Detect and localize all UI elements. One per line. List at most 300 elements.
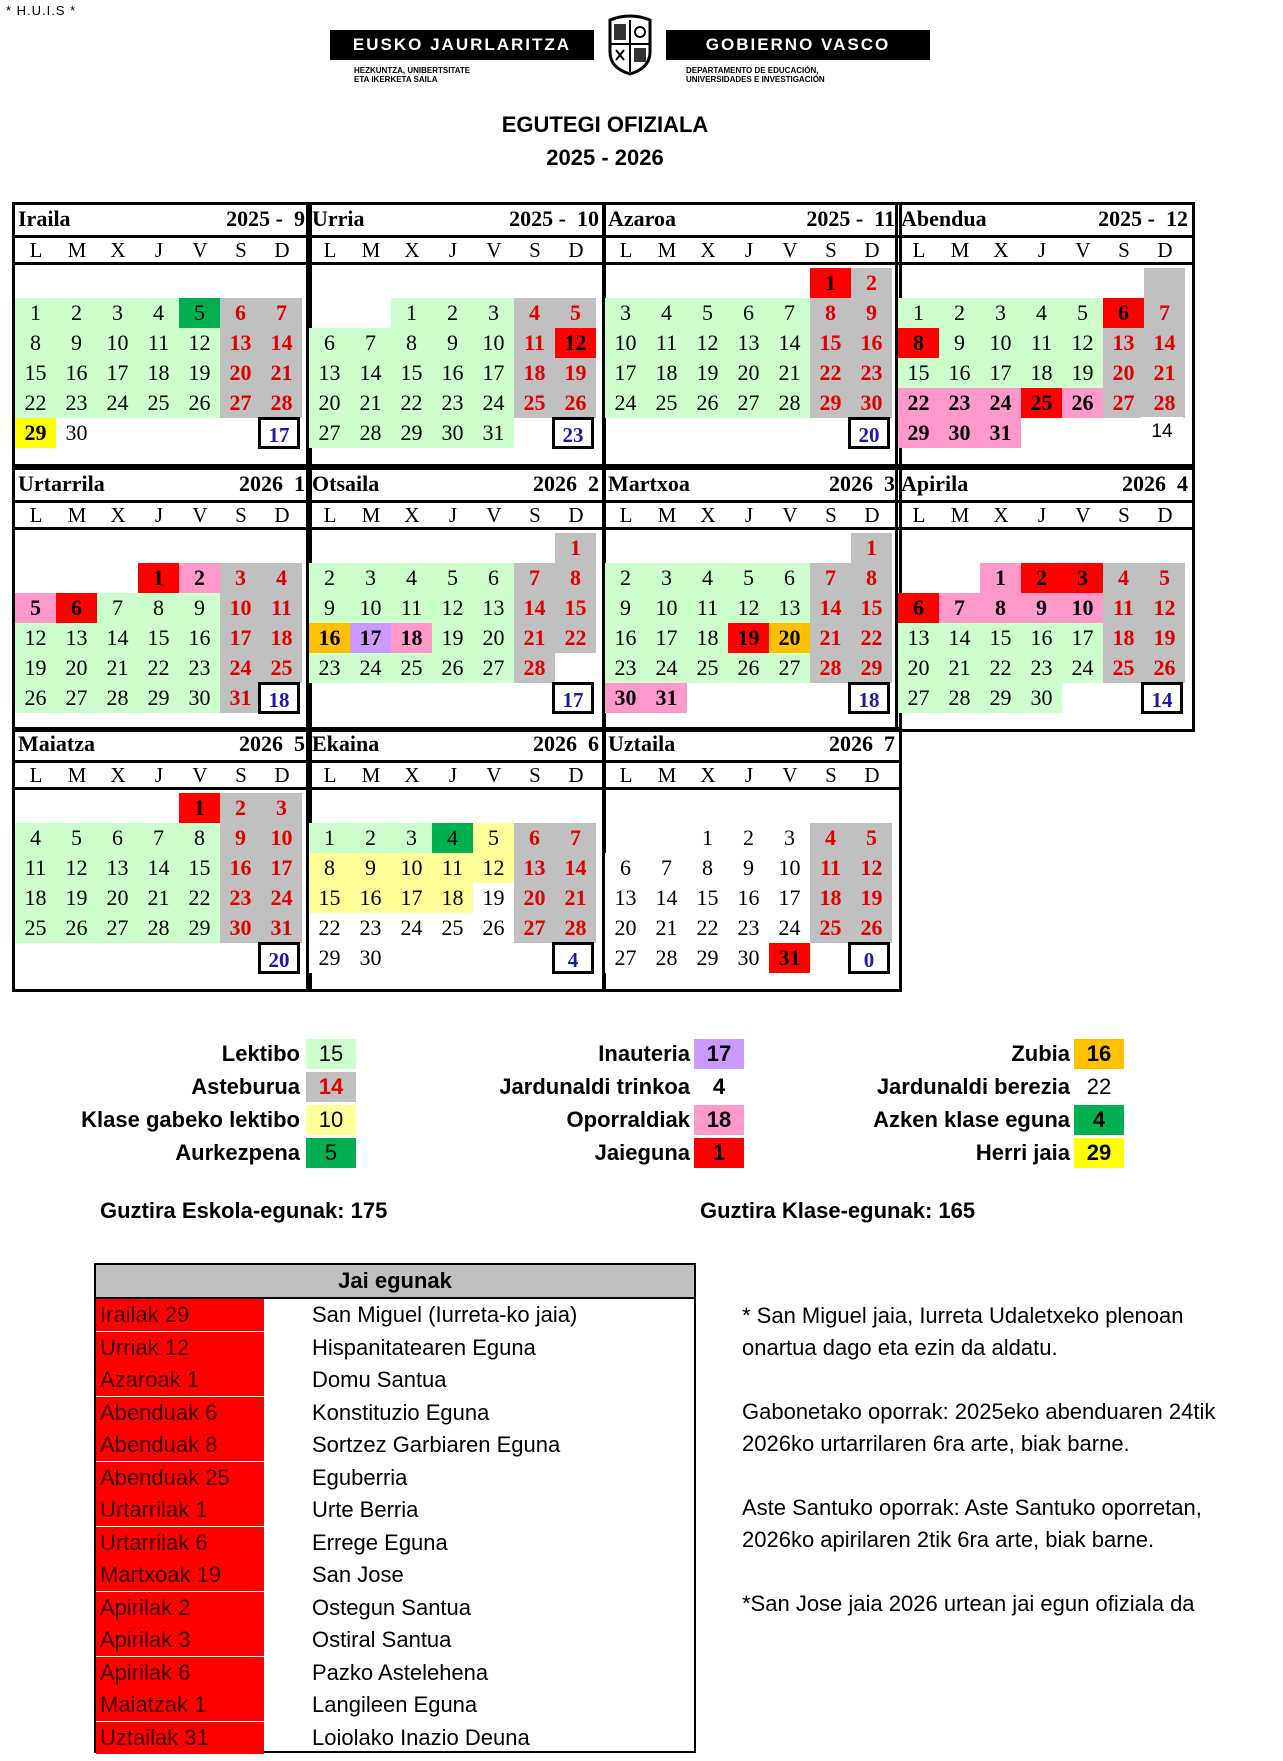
day-cell: 14 [138,853,179,883]
weekday-label: V [782,763,798,787]
month-days [895,265,1195,467]
day-cell: 8 [138,593,179,623]
day-cell: 2 [56,298,97,328]
day-cell: 27 [220,388,261,418]
day-cell: 9 [56,328,97,358]
notes [742,1300,1277,1652]
day-cell: 12 [432,593,473,623]
weekday-label: S [235,763,247,787]
day-cell: 26 [555,388,596,418]
day-cell: 31 [646,683,687,713]
day-cell: 4 [138,298,179,328]
page-title: EGUTEGI OFIZIALA [501,112,709,137]
day-cell: 4 [810,823,851,853]
weekday-header [602,760,902,790]
weekday-label: V [192,238,208,262]
day-cell: 10 [1062,593,1103,623]
weekday-label: J [1037,503,1047,527]
day-cell: 1 [555,533,596,563]
day-cell: 18 [1103,623,1144,653]
day-cell: 7 [1144,298,1185,328]
day-cell: 20 [473,623,514,653]
day-cell: 8 [179,823,220,853]
month-name: Otsaila [312,471,380,496]
day-cell: 7 [138,823,179,853]
day-cell: 11 [810,853,851,883]
day-cell: 3 [261,793,302,823]
weekday-label: M [657,238,677,262]
day-cell: 16 [220,853,261,883]
weekday-label: M [950,238,970,262]
day-cell: 11 [687,593,728,623]
holiday-name: San Jose [312,1562,404,1587]
month-azaroa [602,202,902,467]
weekday-label: V [1075,503,1091,527]
holiday-name: Domu Santua [312,1367,447,1392]
day-cell: 4 [261,563,302,593]
day-cell: 9 [350,853,391,883]
day-cell: 25 [432,913,473,943]
day-cell: 22 [179,883,220,913]
weekday-label: D [568,763,584,787]
day-cell: 26 [432,653,473,683]
weekday-label: S [529,503,541,527]
day-cell: 21 [1144,358,1185,388]
day-cell: 3 [646,563,687,593]
day-cell: 12 [555,328,596,358]
weekday-label: S [1118,503,1130,527]
month-header [306,202,606,235]
day-cell: 24 [391,913,432,943]
weekday-label: S [235,503,247,527]
day-cell: 25 [261,653,302,683]
day-cell: 24 [605,388,646,418]
note-san-jose-line: *San Jose jaia 2026 urtean jai egun ofiziala da [742,1591,1195,1616]
weekday-label: M [361,238,381,262]
day-cell: 28 [514,653,555,683]
day-cell: 13 [605,883,646,913]
day-cell: 3 [97,298,138,328]
weekday-label: X [993,503,1009,527]
weekday-label: M [657,503,677,527]
legend-value: 17 [694,1039,744,1069]
legend-label: Zubia [1011,1041,1070,1066]
day-cell: 28 [555,913,596,943]
legend-label: Azken klase eguna [873,1107,1070,1132]
day-cell: 21 [555,883,596,913]
day-cell: 8 [980,593,1021,623]
day-cell: 17 [391,883,432,913]
month-name: Maiatza [18,731,95,756]
day-cell: 16 [432,358,473,388]
day-cell: 6 [898,593,939,623]
weekday-label: M [67,763,87,787]
month-name: Urtarrila [18,471,105,496]
note-christmas-line1: Gabonetako oporrak: 2025eko abenduaren 24tik [742,1399,1216,1424]
month-header [12,467,312,500]
day-cell: 8 [687,853,728,883]
day-cell: 16 [179,623,220,653]
day-cell: 20 [97,883,138,913]
day-cell: 6 [514,823,555,853]
day-cell: 31 [473,418,514,448]
day-cell: 13 [309,358,350,388]
day-cell: 20 [1103,358,1144,388]
day-cell: 12 [179,328,220,358]
day-cell: 18 [391,623,432,653]
day-cell: 25 [1021,388,1062,418]
day-cell: 10 [980,328,1021,358]
day-cell: 25 [15,913,56,943]
weekday-label: D [274,503,290,527]
day-cell: 21 [514,623,555,653]
day-cell: 19 [179,358,220,388]
day-cell: 4 [1021,298,1062,328]
month-header [306,727,606,760]
day-cell: 20 [769,623,810,653]
day-cell: 25 [810,913,851,943]
day-cell: 18 [432,883,473,913]
month-header [602,202,902,235]
day-cell: 30 [350,943,391,973]
day-cell: 5 [15,593,56,623]
month-year: 2025 - 9 [226,206,305,231]
month-header [12,727,312,760]
day-cell: 1 [309,823,350,853]
day-cell: 30 [605,683,646,713]
day-cell: 17 [350,623,391,653]
weekday-label: V [1075,238,1091,262]
day-cell: 17 [1062,623,1103,653]
day-cell: 8 [15,328,56,358]
month-martxoa [602,467,902,732]
weekday-label: S [1118,238,1130,262]
day-cell: 12 [851,853,892,883]
day-cell: 14 [555,853,596,883]
day-cell: 24 [980,388,1021,418]
note-easter-line2: 2026ko apirilaren 2tik 6ra arte, biak barne. [742,1527,1155,1552]
holiday-name: Ostiral Santua [312,1627,452,1652]
month-day-count: 4 [552,942,594,974]
weekday-label: L [323,763,337,787]
day-cell: 28 [810,653,851,683]
day-cell: 14 [97,623,138,653]
note-christmas-line2: 2026ko urtarrilaren 6ra arte, biak barne. [742,1431,1130,1456]
weekday-label: M [657,763,677,787]
day-cell: 5 [473,823,514,853]
day-cell: 10 [97,328,138,358]
legend-value: 5 [306,1138,356,1168]
day-cell: 22 [851,623,892,653]
weekday-label: M [67,503,87,527]
day-cell: 2 [1021,563,1062,593]
legend-value: 15 [306,1039,356,1069]
day-cell: 8 [810,298,851,328]
day-cell: 23 [432,388,473,418]
day-cell: 20 [309,388,350,418]
day-cell: 30 [939,418,980,448]
day-cell: 28 [261,388,302,418]
legend-value: 16 [1074,1039,1124,1069]
legend-label: Lektibo [221,1041,300,1066]
day-cell: 7 [555,823,596,853]
day-cell: 12 [1062,328,1103,358]
month-bottom-border [12,989,312,992]
day-cell: 7 [939,593,980,623]
weekday-label: M [361,763,381,787]
day-cell: 22 [138,653,179,683]
day-cell: 10 [220,593,261,623]
huis-label: * H.U.I.S * [6,3,77,18]
day-cell: 17 [473,358,514,388]
weekday-label: X [110,763,126,787]
day-cell: 7 [350,328,391,358]
month-days [306,530,606,732]
month-name: Ekaina [312,731,380,756]
weekday-label: M [950,503,970,527]
day-cell: 24 [646,653,687,683]
weekday-label: L [619,503,633,527]
holiday-row [96,1689,694,1721]
day-cell: 14 [646,883,687,913]
weekday-label: L [323,503,337,527]
day-cell: 8 [309,853,350,883]
day-cell: 4 [1103,563,1144,593]
day-cell: 11 [1103,593,1144,623]
weekday-label: D [864,763,880,787]
weekday-label: V [782,503,798,527]
day-cell: 21 [810,623,851,653]
day-cell: 23 [350,913,391,943]
day-cell: 2 [309,563,350,593]
day-cell: 6 [1103,298,1144,328]
holiday-date: Apirilak 6 [96,1657,264,1689]
day-cell: 20 [728,358,769,388]
day-cell: 17 [980,358,1021,388]
holiday-row [96,1494,694,1526]
note-easter-line1: Aste Santuko oporrak: Aste Santuko oporretan, [742,1495,1202,1520]
weekday-label: X [700,503,716,527]
month-year: 2025 - 12 [1098,206,1188,231]
day-cell: 30 [1021,683,1062,713]
day-cell: 23 [851,358,892,388]
note-san-miguel-line2: onartua dago eta ezin da aldatu. [742,1335,1058,1360]
day-cell: 10 [350,593,391,623]
legend-label: Jaieguna [594,1140,690,1165]
day-cell: 10 [473,328,514,358]
holiday-date: Abenduak 6 [96,1397,264,1429]
day-cell: 13 [473,593,514,623]
day-cell: 6 [309,328,350,358]
day-cell: 1 [810,268,851,298]
month-apirila [895,467,1195,732]
day-cell: 9 [309,593,350,623]
legend-label: Jardunaldi trinkoa [499,1074,690,1099]
weekday-label: S [529,238,541,262]
month-header [602,467,902,500]
day-cell: 6 [769,563,810,593]
month-name: Uztaila [608,731,676,756]
holiday-date: Azaroak 1 [96,1364,264,1396]
weekday-label: L [29,503,43,527]
day-cell: 27 [97,913,138,943]
day-cell: 3 [769,823,810,853]
day-cell: 16 [56,358,97,388]
holiday-date: Irailak 29 [96,1299,264,1331]
day-cell: 15 [851,593,892,623]
day-cell: 2 [605,563,646,593]
month-day-count: 14 [1141,417,1183,449]
month-days [602,530,902,732]
day-cell: 23 [939,388,980,418]
weekday-label: J [1037,238,1047,262]
day-cell: 8 [851,563,892,593]
day-cell: 10 [646,593,687,623]
weekday-header [306,235,606,265]
day-cell: 26 [473,913,514,943]
day-cell: 24 [1062,653,1103,683]
month-year: 2026 3 [829,471,895,496]
page-subtitle: 2025 - 2026 [546,145,664,170]
day-cell: 31 [220,683,261,713]
day-cell: 15 [179,853,220,883]
day-cell: 28 [939,683,980,713]
weekday-label: D [274,238,290,262]
month-day-count: 20 [848,417,890,449]
coat-of-arms-icon [594,14,666,76]
day-cell: 7 [646,853,687,883]
holiday-date: Urtarrilak 6 [96,1527,264,1559]
day-cell: 1 [138,563,179,593]
day-cell: 9 [179,593,220,623]
day-cell: 21 [350,388,391,418]
day-cell: 16 [309,623,350,653]
day-cell: 20 [514,883,555,913]
day-cell: 30 [56,418,97,448]
month-iraila [12,202,312,467]
holiday-row [96,1429,694,1461]
weekday-header [12,760,312,790]
day-cell: 20 [220,358,261,388]
month-name: Apirila [901,471,969,496]
day-cell: 5 [179,298,220,328]
day-cell: 14 [514,593,555,623]
day-cell: 27 [56,683,97,713]
month-year: 2026 4 [1122,471,1188,496]
day-cell: 29 [980,683,1021,713]
month-days [602,265,902,467]
weekday-label: L [619,238,633,262]
weekday-label: J [744,763,754,787]
day-cell: 24 [350,653,391,683]
day-cell: 28 [97,683,138,713]
day-cell: 23 [309,653,350,683]
day-cell: 1 [179,793,220,823]
weekday-label: X [110,503,126,527]
day-cell: 27 [769,653,810,683]
day-cell: 26 [1144,653,1185,683]
weekday-label: L [619,763,633,787]
day-cell: 15 [391,358,432,388]
day-cell: 4 [391,563,432,593]
day-cell: 25 [687,653,728,683]
day-cell: 10 [391,853,432,883]
day-cell: 24 [261,883,302,913]
month-days [306,265,606,467]
day-cell: 3 [350,563,391,593]
holiday-name: Pazko Astelehena [312,1659,489,1685]
month-day-count: 18 [848,682,890,714]
day-cell: 29 [687,943,728,973]
weekday-label: D [568,238,584,262]
month-header [895,467,1195,500]
holiday-date: Abenduak 25 [96,1462,264,1494]
day-cell: 11 [391,593,432,623]
day-cell: 15 [555,593,596,623]
day-cell: 6 [728,298,769,328]
weekday-label: J [448,238,458,262]
day-cell: 25 [1103,653,1144,683]
weekday-label: J [744,503,754,527]
day-cell: 30 [851,388,892,418]
weekday-header [895,500,1195,530]
day-cell: 20 [605,913,646,943]
day-cell: 2 [728,823,769,853]
day-cell: 30 [728,943,769,973]
day-cell: 6 [220,298,261,328]
day-cell: 19 [851,883,892,913]
day-cell: 4 [646,298,687,328]
day-cell: 22 [15,388,56,418]
day-cell: 29 [898,418,939,448]
day-cell: 27 [514,913,555,943]
day-cell: 12 [687,328,728,358]
weekday-label: S [235,238,247,262]
day-cell: 14 [350,358,391,388]
day-cell: 19 [15,653,56,683]
day-cell: 25 [391,653,432,683]
holiday-date: Urriak 12 [96,1332,264,1364]
month-days [12,265,312,467]
month-name: Martxoa [608,471,690,496]
weekday-label: D [1157,503,1173,527]
weekday-label: V [486,503,502,527]
weekday-header [12,500,312,530]
holiday-name: Urte Berria [312,1497,419,1522]
day-cell: 15 [138,623,179,653]
day-cell: 16 [939,358,980,388]
month-year: 2026 5 [239,731,305,756]
holidays-table [94,1263,696,1753]
weekday-label: J [744,238,754,262]
day-cell: 9 [851,298,892,328]
logo-spanish-text: GOBIERNO VASCO [666,30,930,60]
day-cell: 1 [851,533,892,563]
day-cell: 28 [350,418,391,448]
weekday-label: D [864,503,880,527]
day-cell: 13 [728,328,769,358]
day-cell: 7 [810,563,851,593]
legend-value: 22 [1074,1072,1124,1102]
month-name: Abendua [901,206,987,231]
day-cell: 9 [939,328,980,358]
holiday-date: Apirilak 3 [96,1624,264,1656]
day-cell: 22 [309,913,350,943]
day-cell: 23 [220,883,261,913]
weekday-label: S [825,503,837,527]
weekday-label: X [700,238,716,262]
day-cell: 17 [646,623,687,653]
